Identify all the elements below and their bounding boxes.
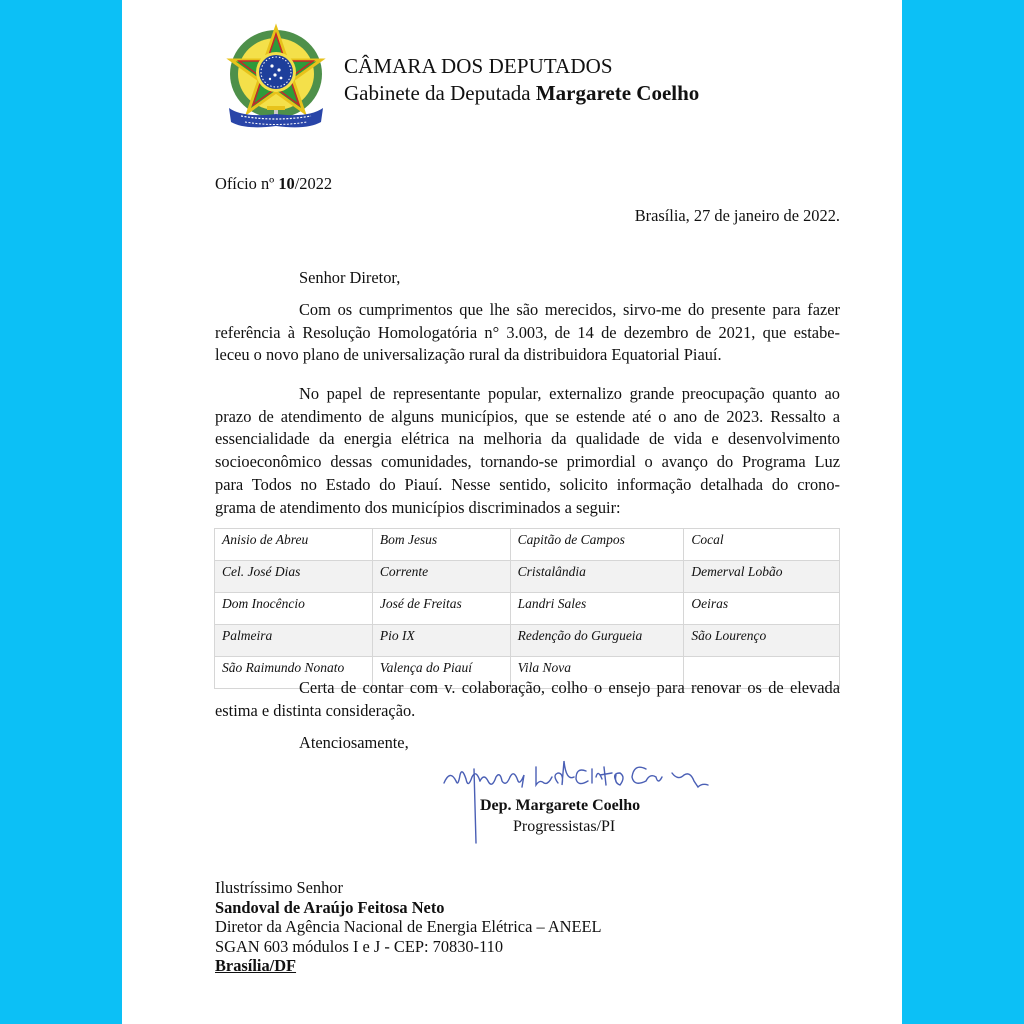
brazil-coat-of-arms-icon xyxy=(223,22,329,134)
paragraph-line: leceu o novo plano de universalização rural da distribuidora Equatorial Piauí. xyxy=(215,345,722,365)
table-cell: Dom Inocêncio xyxy=(215,593,373,625)
table-cell: Anisio de Abreu xyxy=(215,529,373,561)
table-cell: Oeiras xyxy=(684,593,840,625)
paragraph-line: estima e distinta consideração. xyxy=(215,700,416,720)
date-line: Brasília, 27 de janeiro de 2022. xyxy=(634,206,840,225)
table-cell: Bom Jesus xyxy=(372,529,510,561)
table-cell: Palmeira xyxy=(215,625,373,657)
table-cell: São Raimundo Nonato xyxy=(215,657,373,689)
recipient-title: Ilustríssimo Senhor xyxy=(215,878,343,897)
table-row xyxy=(215,561,840,593)
paragraph-line: Com os cumprimentos que lhe são merecidos, sirvo-me do presente para fazer xyxy=(299,300,840,319)
table-row xyxy=(215,593,840,625)
document-reference xyxy=(215,173,332,195)
office-prefix: Gabinete da Deputada xyxy=(344,81,531,105)
paragraph-1 xyxy=(215,299,840,367)
recipient-name: Sandoval de Araújo Feitosa Neto xyxy=(215,897,445,917)
recipient-city: Brasília/DF xyxy=(215,956,297,975)
table-cell: Redenção do Gurgueia xyxy=(510,625,684,657)
recipient-address: SGAN 603 módulos I e J - CEP: 70830-110 xyxy=(215,936,504,956)
letter-page xyxy=(122,0,902,1024)
paragraph-2 xyxy=(215,383,840,519)
paragraph-3 xyxy=(215,677,840,722)
paragraph-line: prazo de atendimento de alguns municípios, que se estende até o ano de 2023. Ressalto a xyxy=(215,406,840,426)
paragraph-line: Certa de contar com v. colaboração, colho o ensejo para renovar os de elevada xyxy=(299,678,840,697)
table-cell: Cristalândia xyxy=(510,561,684,593)
table-cell: Corrente xyxy=(372,561,510,593)
reference-number: 10 xyxy=(278,174,295,193)
table-row xyxy=(215,625,840,657)
salutation: Senhor Diretor, xyxy=(299,268,401,287)
recipient-position: Diretor da Agência Nacional de Energia Elétrica – ANEEL xyxy=(215,917,602,936)
office-name xyxy=(344,81,699,106)
table-cell: Cel. José Dias xyxy=(215,561,373,593)
reference-suffix: /2022 xyxy=(294,174,333,193)
paragraph-line: socioeconômico dessas comunidades, tornando-se primordial o avanço do Programa Luz xyxy=(215,452,840,472)
paragraph-line: referência à Resolução Homologatória n° 3.003, de 14 de dezembro de 2021, que estabe- xyxy=(215,322,840,342)
table-cell: Demerval Lobão xyxy=(684,561,840,593)
municipalities-table xyxy=(214,528,840,689)
paragraph-line: essencialidade da energia elétrica na melhoria da qualidade de vida e desenvolvimento xyxy=(215,429,840,449)
table-cell: Landri Sales xyxy=(510,593,684,625)
table-cell: Valença do Piauí xyxy=(372,657,510,689)
deputy-name: Margarete Coelho xyxy=(535,81,700,105)
table-cell: Pio IX xyxy=(372,625,510,657)
institution-name: CÂMARA DOS DEPUTADOS xyxy=(344,54,613,78)
table-cell: Vila Nova xyxy=(510,657,684,689)
paragraph-line: No papel de representante popular, externalizo grande preocupação quanto ao xyxy=(299,384,840,403)
paragraph-line: grama de atendimento dos municípios discriminados a seguir: xyxy=(215,497,621,517)
table-row xyxy=(215,529,840,561)
table-cell: Capitão de Campos xyxy=(510,529,684,561)
reference-prefix: Ofício nº xyxy=(215,174,279,193)
table-cell: José de Freitas xyxy=(372,593,510,625)
closing: Atenciosamente, xyxy=(299,733,409,752)
paragraph-line: para Todos no Estado do Piauí. Nesse sentido, solicito informação detalhada do crono- xyxy=(215,474,840,494)
signatory-party: Progressistas/PI xyxy=(513,818,616,835)
signatory-name: Dep. Margarete Coelho xyxy=(480,797,641,814)
table-cell: São Lourenço xyxy=(684,625,840,657)
recipient-block xyxy=(215,878,602,976)
table-cell: Cocal xyxy=(684,529,840,561)
